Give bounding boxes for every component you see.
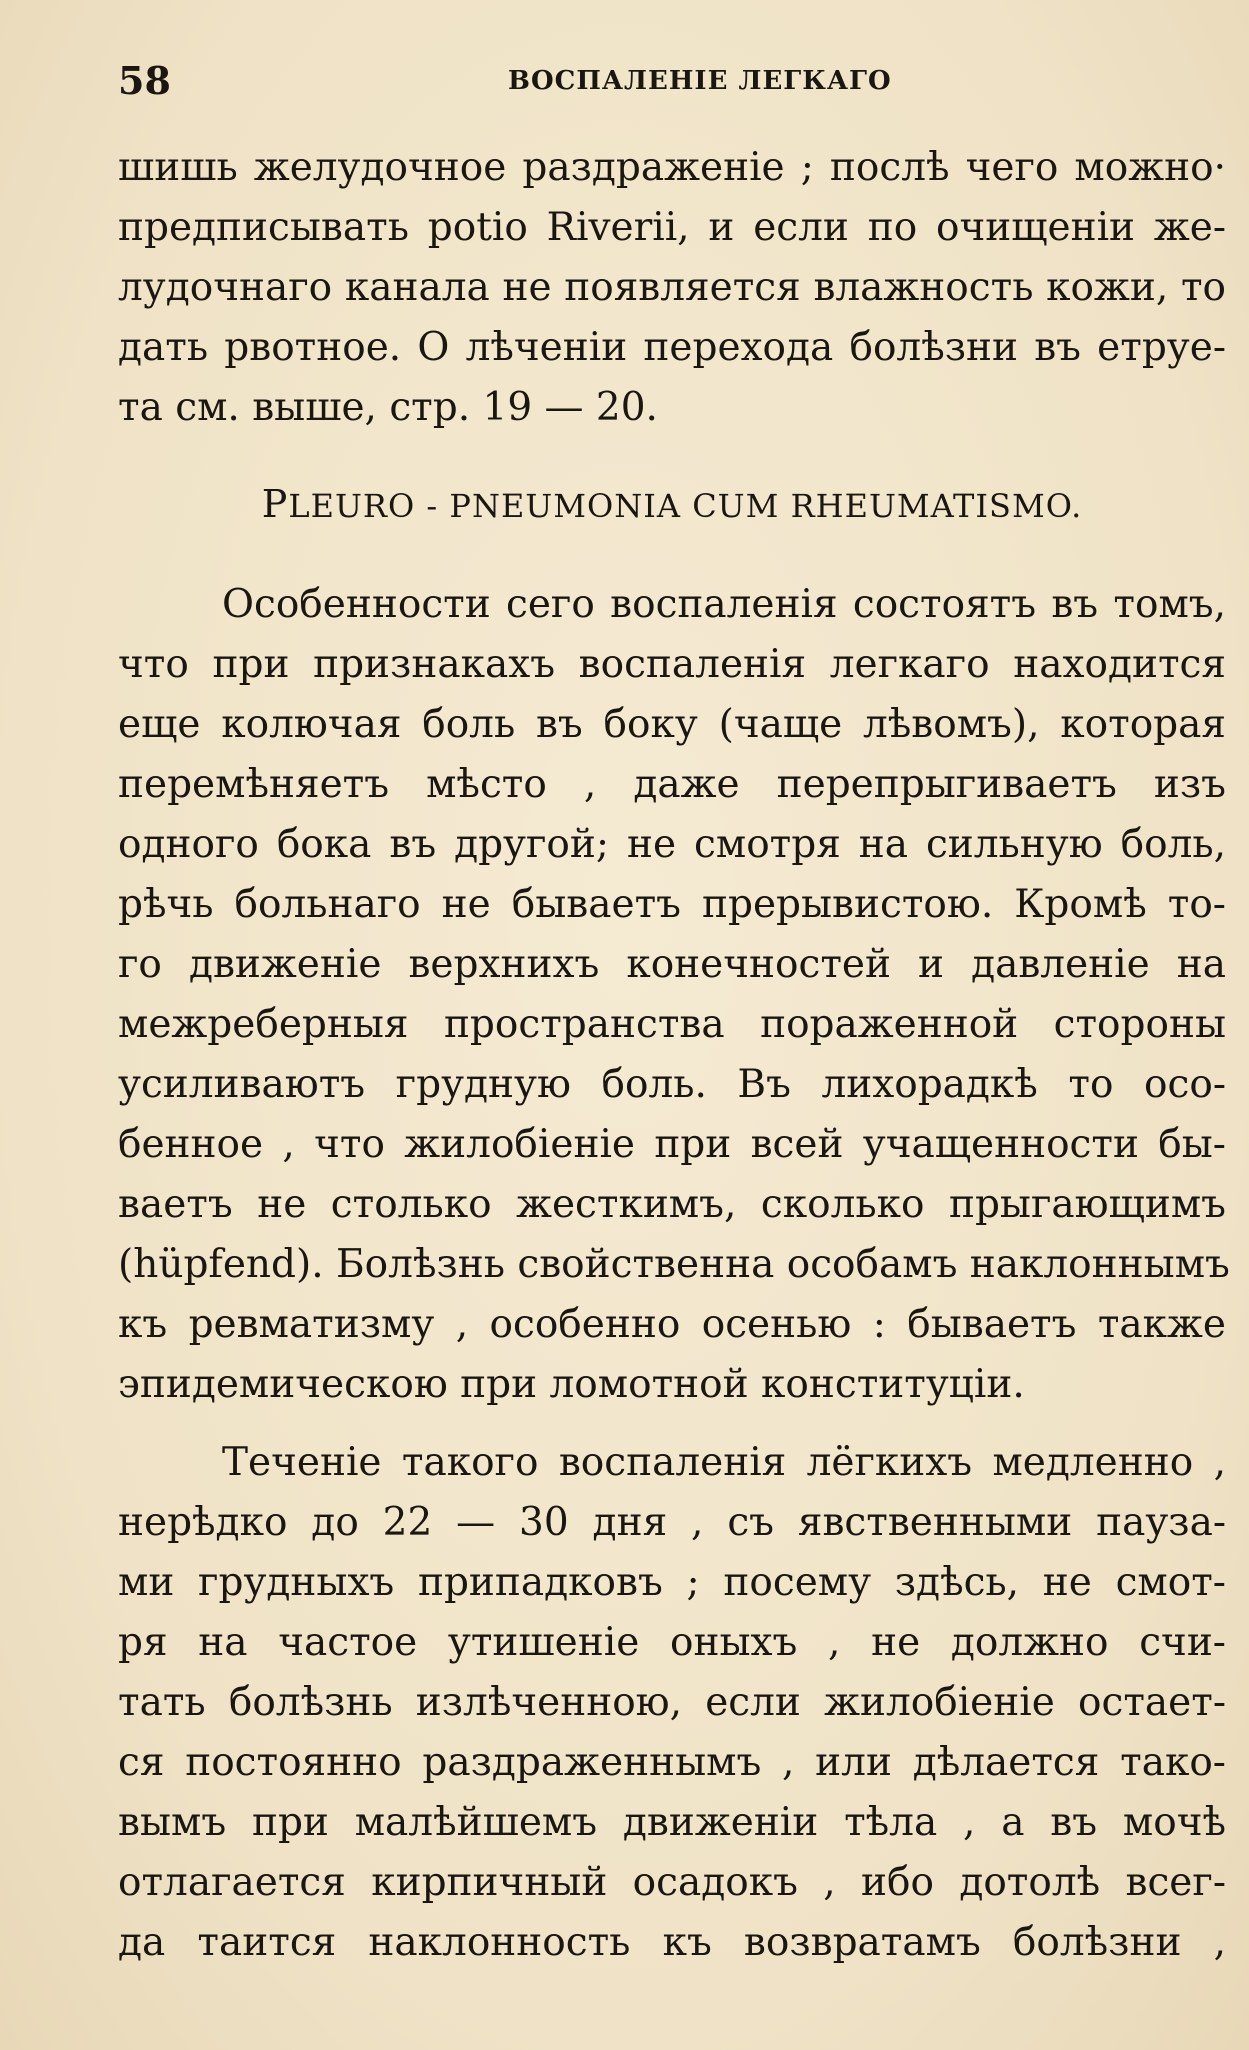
text-line: предписывать potio Riverii, и если по очищеніи же-: [118, 205, 1226, 250]
text-line: рѣчь больнаго не бываетъ прерывистою. Кромѣ то-: [118, 882, 1226, 927]
text-line: ря на частое утишеніе оныхъ , не должно счи-: [118, 1620, 1226, 1665]
section-heading-initial: P: [261, 482, 289, 526]
text-line: межреберныя пространства пораженной стороны: [118, 1002, 1226, 1047]
page-number: 58: [118, 58, 171, 103]
text-line: та см. выше, стр. 19 — 20.: [118, 385, 658, 430]
text-line: еще колючая боль въ боку (чаще лѣвомъ), которая: [118, 702, 1226, 747]
text-line: усиливаютъ грудную боль. Въ лихорадкѣ то осо-: [118, 1062, 1226, 1107]
running-head: ВОСПАЛЕНІЕ ЛЕГКАГО: [508, 66, 892, 96]
text-line: эпидемическою при ломотной конституціи.: [118, 1362, 1025, 1407]
text-line: ми грудныхъ припадковъ ; посему здѣсь, не смот-: [118, 1560, 1226, 1605]
text-line: тать болѣзнь излѣченною, если жилобіеніе остает-: [118, 1680, 1226, 1725]
text-line: лудочнаго канала не появляется влажность кожи, то: [118, 265, 1226, 310]
page-header: [118, 58, 1118, 108]
text-line: да таится наклонность къ возвратамъ болѣзни ,: [118, 1920, 1226, 1965]
text-line: вымъ при малѣйшемъ движеніи тѣла , а въ мочѣ: [118, 1800, 1226, 1845]
text-line: перемѣняетъ мѣсто , даже перепрыгиваетъ изъ: [118, 762, 1226, 807]
text-line: Теченіе такого воспаленія лёгкихъ медленно ,: [222, 1440, 1226, 1485]
text-line: ваетъ не столько жесткимъ, сколько прыгающимъ: [118, 1182, 1226, 1227]
text-line: что при признакахъ воспаленія легкаго находится: [118, 642, 1226, 687]
text-line: нерѣдко до 22 — 30 дня , съ явственными пауза-: [118, 1500, 1226, 1545]
text-line: шишь желудочное раздраженіе ; послѣ чего можно·: [118, 145, 1226, 190]
text-line: бенное , что жилобіеніе при всей учащенности бы-: [118, 1122, 1226, 1167]
text-line: одного бока въ другой; не смотря на сильную боль,: [118, 822, 1226, 867]
text-line: дать рвотное. О лѣченіи перехода болѣзни въ етруе-: [118, 325, 1226, 370]
text-line: къ ревматизму , особенно осенью : бываетъ также: [118, 1302, 1226, 1347]
section-heading: [118, 482, 1226, 526]
text-line: ся постоянно раздраженнымъ , или дѣлается тако-: [118, 1740, 1226, 1785]
text-line: отлагается кирпичный осадокъ , ибо дотолѣ всег-: [118, 1860, 1226, 1905]
section-heading-text: LEURO - PNEUMONIA CUM RHEUMATISMO.: [288, 487, 1083, 525]
text-line: го движеніе верхнихъ конечностей и давленіе на: [118, 942, 1226, 987]
text-line: Особенности сего воспаленія состоятъ въ томъ,: [222, 582, 1226, 627]
text-line: (hüpfend). Болѣзнь свойственна особамъ наклоннымъ: [118, 1242, 1230, 1287]
